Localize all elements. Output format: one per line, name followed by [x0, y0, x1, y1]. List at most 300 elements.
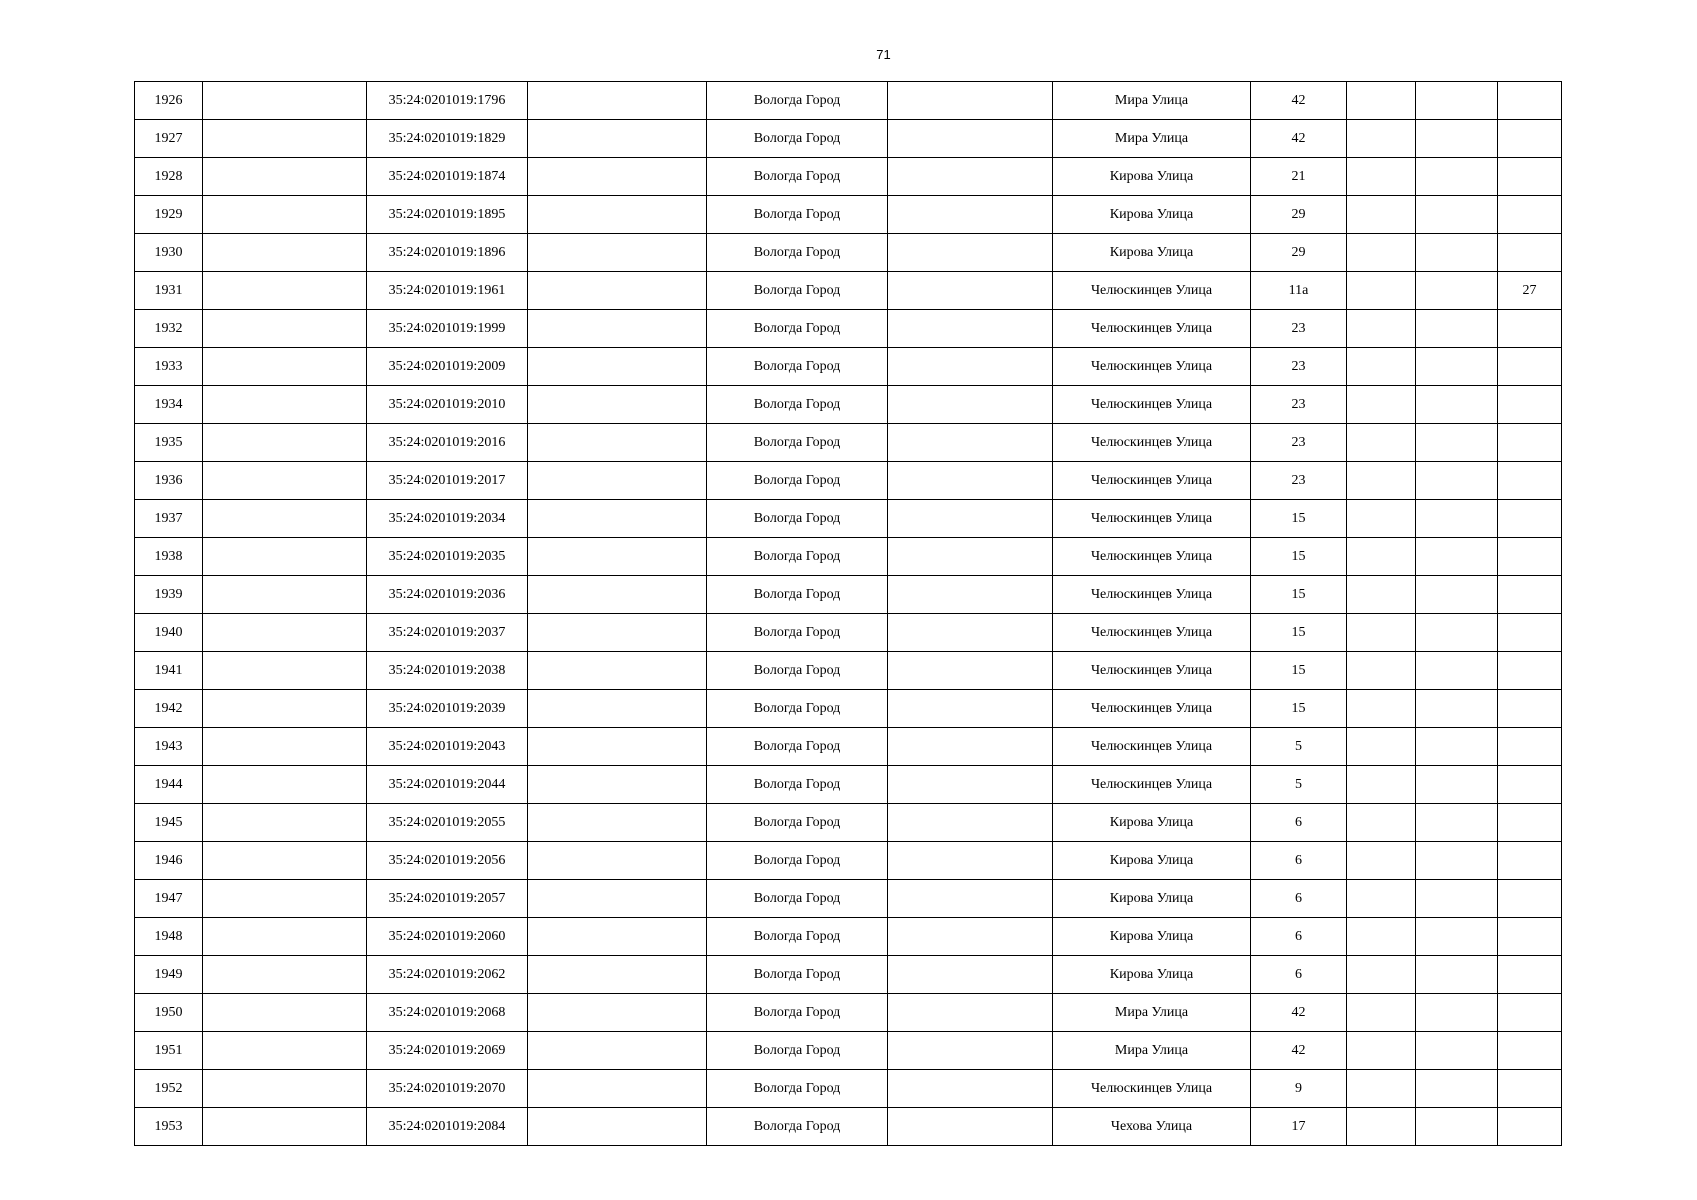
table-row [135, 690, 1562, 728]
cadastral-number-cell: 35:24:0201019:2035 [367, 538, 528, 576]
locality-cell: Вологда Город [707, 576, 888, 614]
extra-number-cell [1498, 500, 1562, 538]
empty-cell [1416, 1070, 1498, 1108]
house-number-cell: 23 [1251, 462, 1347, 500]
table-row [135, 842, 1562, 880]
locality-cell: Вологда Город [707, 728, 888, 766]
house-number-cell: 42 [1251, 1032, 1347, 1070]
row-number-cell: 1948 [135, 918, 203, 956]
empty-cell [888, 690, 1053, 728]
registry-table [134, 81, 1562, 1146]
street-cell: Челюскинцев Улица [1053, 690, 1251, 728]
row-number-cell: 1939 [135, 576, 203, 614]
table-row [135, 196, 1562, 234]
house-number-cell: 6 [1251, 918, 1347, 956]
empty-cell [203, 1032, 367, 1070]
empty-cell [203, 424, 367, 462]
empty-cell [528, 158, 707, 196]
empty-cell [1416, 82, 1498, 120]
empty-cell [203, 690, 367, 728]
empty-cell [888, 842, 1053, 880]
house-number-cell: 15 [1251, 652, 1347, 690]
house-number-cell: 15 [1251, 690, 1347, 728]
empty-cell [1416, 462, 1498, 500]
cadastral-number-cell: 35:24:0201019:2060 [367, 918, 528, 956]
street-cell: Мира Улица [1053, 120, 1251, 158]
empty-cell [888, 804, 1053, 842]
row-number-cell: 1937 [135, 500, 203, 538]
table-row [135, 1108, 1562, 1146]
cadastral-number-cell: 35:24:0201019:2044 [367, 766, 528, 804]
row-number-cell: 1930 [135, 234, 203, 272]
row-number-cell: 1947 [135, 880, 203, 918]
house-number-cell: 23 [1251, 386, 1347, 424]
empty-cell [1347, 424, 1416, 462]
empty-cell [203, 766, 367, 804]
empty-cell [888, 234, 1053, 272]
table-row [135, 82, 1562, 120]
cadastral-number-cell: 35:24:0201019:2037 [367, 614, 528, 652]
page-number: 71 [876, 47, 891, 62]
empty-cell [203, 348, 367, 386]
empty-cell [528, 956, 707, 994]
table-row [135, 462, 1562, 500]
table-row [135, 918, 1562, 956]
cadastral-number-cell: 35:24:0201019:2062 [367, 956, 528, 994]
table-row [135, 614, 1562, 652]
street-cell: Челюскинцев Улица [1053, 348, 1251, 386]
empty-cell [1416, 424, 1498, 462]
empty-cell [888, 614, 1053, 652]
cadastral-number-cell: 35:24:0201019:2056 [367, 842, 528, 880]
empty-cell [888, 576, 1053, 614]
extra-number-cell [1498, 1032, 1562, 1070]
empty-cell [203, 1108, 367, 1146]
empty-cell [528, 652, 707, 690]
locality-cell: Вологда Город [707, 348, 888, 386]
table-row [135, 272, 1562, 310]
cadastral-number-cell: 35:24:0201019:1829 [367, 120, 528, 158]
empty-cell [888, 158, 1053, 196]
empty-cell [1416, 1108, 1498, 1146]
street-cell: Челюскинцев Улица [1053, 576, 1251, 614]
row-number-cell: 1944 [135, 766, 203, 804]
row-number-cell: 1932 [135, 310, 203, 348]
empty-cell [1416, 234, 1498, 272]
empty-cell [1416, 538, 1498, 576]
row-number-cell: 1943 [135, 728, 203, 766]
row-number-cell: 1951 [135, 1032, 203, 1070]
empty-cell [888, 348, 1053, 386]
table-row [135, 1032, 1562, 1070]
locality-cell: Вологда Город [707, 1070, 888, 1108]
row-number-cell: 1942 [135, 690, 203, 728]
street-cell: Челюскинцев Улица [1053, 614, 1251, 652]
empty-cell [1347, 120, 1416, 158]
cadastral-number-cell: 35:24:0201019:2084 [367, 1108, 528, 1146]
locality-cell: Вологда Город [707, 120, 888, 158]
extra-number-cell: 27 [1498, 272, 1562, 310]
table-row [135, 348, 1562, 386]
house-number-cell: 5 [1251, 728, 1347, 766]
empty-cell [888, 196, 1053, 234]
empty-cell [528, 1108, 707, 1146]
extra-number-cell [1498, 880, 1562, 918]
empty-cell [1416, 500, 1498, 538]
empty-cell [528, 424, 707, 462]
table-row [135, 234, 1562, 272]
locality-cell: Вологда Город [707, 956, 888, 994]
row-number-cell: 1935 [135, 424, 203, 462]
empty-cell [203, 462, 367, 500]
locality-cell: Вологда Город [707, 614, 888, 652]
empty-cell [203, 994, 367, 1032]
extra-number-cell [1498, 196, 1562, 234]
extra-number-cell [1498, 120, 1562, 158]
table-row [135, 880, 1562, 918]
street-cell: Кирова Улица [1053, 804, 1251, 842]
table-row [135, 766, 1562, 804]
empty-cell [203, 842, 367, 880]
empty-cell [1416, 690, 1498, 728]
cadastral-number-cell: 35:24:0201019:2009 [367, 348, 528, 386]
empty-cell [528, 804, 707, 842]
row-number-cell: 1950 [135, 994, 203, 1032]
cadastral-number-cell: 35:24:0201019:2057 [367, 880, 528, 918]
empty-cell [528, 918, 707, 956]
extra-number-cell [1498, 158, 1562, 196]
locality-cell: Вологда Город [707, 424, 888, 462]
locality-cell: Вологда Город [707, 766, 888, 804]
extra-number-cell [1498, 1070, 1562, 1108]
locality-cell: Вологда Город [707, 82, 888, 120]
empty-cell [1416, 158, 1498, 196]
house-number-cell: 5 [1251, 766, 1347, 804]
empty-cell [203, 500, 367, 538]
locality-cell: Вологда Город [707, 386, 888, 424]
empty-cell [528, 500, 707, 538]
empty-cell [528, 348, 707, 386]
street-cell: Кирова Улица [1053, 234, 1251, 272]
table-row [135, 310, 1562, 348]
empty-cell [1347, 766, 1416, 804]
street-cell: Кирова Улица [1053, 158, 1251, 196]
cadastral-number-cell: 35:24:0201019:1961 [367, 272, 528, 310]
row-number-cell: 1945 [135, 804, 203, 842]
table-row [135, 120, 1562, 158]
locality-cell: Вологда Город [707, 272, 888, 310]
empty-cell [1416, 994, 1498, 1032]
empty-cell [888, 1108, 1053, 1146]
empty-cell [528, 310, 707, 348]
street-cell: Челюскинцев Улица [1053, 386, 1251, 424]
empty-cell [1347, 348, 1416, 386]
extra-number-cell [1498, 918, 1562, 956]
table-row [135, 1070, 1562, 1108]
street-cell: Челюскинцев Улица [1053, 500, 1251, 538]
empty-cell [888, 880, 1053, 918]
locality-cell: Вологда Город [707, 158, 888, 196]
empty-cell [203, 234, 367, 272]
locality-cell: Вологда Город [707, 462, 888, 500]
empty-cell [1347, 880, 1416, 918]
row-number-cell: 1931 [135, 272, 203, 310]
empty-cell [528, 690, 707, 728]
empty-cell [888, 386, 1053, 424]
street-cell: Челюскинцев Улица [1053, 424, 1251, 462]
empty-cell [888, 956, 1053, 994]
empty-cell [1347, 918, 1416, 956]
empty-cell [203, 196, 367, 234]
house-number-cell: 23 [1251, 310, 1347, 348]
extra-number-cell [1498, 576, 1562, 614]
house-number-cell: 23 [1251, 348, 1347, 386]
empty-cell [1347, 386, 1416, 424]
cadastral-number-cell: 35:24:0201019:1896 [367, 234, 528, 272]
empty-cell [528, 234, 707, 272]
empty-cell [888, 918, 1053, 956]
empty-cell [1347, 82, 1416, 120]
extra-number-cell [1498, 538, 1562, 576]
locality-cell: Вологда Город [707, 918, 888, 956]
empty-cell [888, 728, 1053, 766]
extra-number-cell [1498, 956, 1562, 994]
house-number-cell: 29 [1251, 234, 1347, 272]
empty-cell [1347, 842, 1416, 880]
empty-cell [888, 272, 1053, 310]
house-number-cell: 15 [1251, 538, 1347, 576]
empty-cell [888, 462, 1053, 500]
table-row [135, 994, 1562, 1032]
empty-cell [1416, 842, 1498, 880]
cadastral-number-cell: 35:24:0201019:1999 [367, 310, 528, 348]
extra-number-cell [1498, 310, 1562, 348]
extra-number-cell [1498, 614, 1562, 652]
empty-cell [528, 386, 707, 424]
empty-cell [203, 158, 367, 196]
extra-number-cell [1498, 386, 1562, 424]
empty-cell [1416, 956, 1498, 994]
table-row [135, 538, 1562, 576]
locality-cell: Вологда Город [707, 690, 888, 728]
cadastral-number-cell: 35:24:0201019:2034 [367, 500, 528, 538]
street-cell: Челюскинцев Улица [1053, 538, 1251, 576]
empty-cell [1416, 272, 1498, 310]
empty-cell [203, 310, 367, 348]
empty-cell [888, 310, 1053, 348]
empty-cell [528, 576, 707, 614]
cadastral-number-cell: 35:24:0201019:1895 [367, 196, 528, 234]
street-cell: Мира Улица [1053, 82, 1251, 120]
house-number-cell: 42 [1251, 82, 1347, 120]
extra-number-cell [1498, 994, 1562, 1032]
empty-cell [1347, 196, 1416, 234]
extra-number-cell [1498, 652, 1562, 690]
table-row [135, 576, 1562, 614]
row-number-cell: 1949 [135, 956, 203, 994]
locality-cell: Вологда Город [707, 500, 888, 538]
empty-cell [1347, 500, 1416, 538]
extra-number-cell [1498, 690, 1562, 728]
empty-cell [1416, 728, 1498, 766]
street-cell: Кирова Улица [1053, 918, 1251, 956]
row-number-cell: 1940 [135, 614, 203, 652]
empty-cell [203, 82, 367, 120]
table-row [135, 386, 1562, 424]
street-cell: Челюскинцев Улица [1053, 728, 1251, 766]
empty-cell [1416, 652, 1498, 690]
cadastral-number-cell: 35:24:0201019:1874 [367, 158, 528, 196]
empty-cell [528, 880, 707, 918]
house-number-cell: 42 [1251, 120, 1347, 158]
empty-cell [203, 120, 367, 158]
locality-cell: Вологда Город [707, 842, 888, 880]
empty-cell [528, 120, 707, 158]
street-cell: Кирова Улица [1053, 956, 1251, 994]
row-number-cell: 1936 [135, 462, 203, 500]
extra-number-cell [1498, 804, 1562, 842]
house-number-cell: 17 [1251, 1108, 1347, 1146]
empty-cell [1416, 120, 1498, 158]
house-number-cell: 42 [1251, 994, 1347, 1032]
table-row [135, 500, 1562, 538]
locality-cell: Вологда Город [707, 1032, 888, 1070]
empty-cell [888, 424, 1053, 462]
empty-cell [1347, 728, 1416, 766]
cadastral-number-cell: 35:24:0201019:1796 [367, 82, 528, 120]
table-row [135, 728, 1562, 766]
extra-number-cell [1498, 1108, 1562, 1146]
empty-cell [1347, 652, 1416, 690]
empty-cell [528, 842, 707, 880]
empty-cell [888, 82, 1053, 120]
cadastral-number-cell: 35:24:0201019:2039 [367, 690, 528, 728]
locality-cell: Вологда Город [707, 538, 888, 576]
empty-cell [1416, 348, 1498, 386]
empty-cell [528, 1070, 707, 1108]
table-row [135, 956, 1562, 994]
empty-cell [528, 1032, 707, 1070]
extra-number-cell [1498, 462, 1562, 500]
empty-cell [1347, 994, 1416, 1032]
empty-cell [1416, 576, 1498, 614]
street-cell: Мира Улица [1053, 1032, 1251, 1070]
cadastral-number-cell: 35:24:0201019:2043 [367, 728, 528, 766]
table-row [135, 424, 1562, 462]
empty-cell [203, 804, 367, 842]
empty-cell [888, 500, 1053, 538]
cadastral-number-cell: 35:24:0201019:2016 [367, 424, 528, 462]
empty-cell [1347, 462, 1416, 500]
row-number-cell: 1934 [135, 386, 203, 424]
empty-cell [1347, 576, 1416, 614]
house-number-cell: 15 [1251, 614, 1347, 652]
empty-cell [203, 272, 367, 310]
empty-cell [888, 652, 1053, 690]
street-cell: Кирова Улица [1053, 842, 1251, 880]
locality-cell: Вологда Город [707, 234, 888, 272]
street-cell: Кирова Улица [1053, 196, 1251, 234]
empty-cell [203, 614, 367, 652]
empty-cell [203, 652, 367, 690]
empty-cell [888, 1032, 1053, 1070]
empty-cell [528, 728, 707, 766]
empty-cell [528, 462, 707, 500]
cadastral-number-cell: 35:24:0201019:2036 [367, 576, 528, 614]
empty-cell [528, 272, 707, 310]
empty-cell [1347, 1070, 1416, 1108]
extra-number-cell [1498, 424, 1562, 462]
empty-cell [528, 538, 707, 576]
cadastral-number-cell: 35:24:0201019:2068 [367, 994, 528, 1032]
empty-cell [1416, 880, 1498, 918]
empty-cell [888, 120, 1053, 158]
row-number-cell: 1941 [135, 652, 203, 690]
empty-cell [203, 576, 367, 614]
locality-cell: Вологда Город [707, 652, 888, 690]
house-number-cell: 6 [1251, 804, 1347, 842]
street-cell: Чехова Улица [1053, 1108, 1251, 1146]
empty-cell [888, 766, 1053, 804]
empty-cell [1347, 1108, 1416, 1146]
empty-cell [528, 994, 707, 1032]
empty-cell [528, 614, 707, 652]
row-number-cell: 1929 [135, 196, 203, 234]
house-number-cell: 15 [1251, 576, 1347, 614]
table-row [135, 158, 1562, 196]
table-row [135, 652, 1562, 690]
locality-cell: Вологда Город [707, 880, 888, 918]
empty-cell [1416, 804, 1498, 842]
empty-cell [888, 1070, 1053, 1108]
extra-number-cell [1498, 234, 1562, 272]
extra-number-cell [1498, 82, 1562, 120]
empty-cell [1347, 614, 1416, 652]
empty-cell [1347, 804, 1416, 842]
cadastral-number-cell: 35:24:0201019:2038 [367, 652, 528, 690]
house-number-cell: 9 [1251, 1070, 1347, 1108]
cadastral-number-cell: 35:24:0201019:2070 [367, 1070, 528, 1108]
registry-table-body [135, 82, 1562, 1146]
row-number-cell: 1933 [135, 348, 203, 386]
cadastral-number-cell: 35:24:0201019:2017 [367, 462, 528, 500]
cadastral-number-cell: 35:24:0201019:2069 [367, 1032, 528, 1070]
house-number-cell: 11а [1251, 272, 1347, 310]
empty-cell [1416, 614, 1498, 652]
cadastral-number-cell: 35:24:0201019:2010 [367, 386, 528, 424]
cadastral-number-cell: 35:24:0201019:2055 [367, 804, 528, 842]
empty-cell [1347, 158, 1416, 196]
empty-cell [1347, 956, 1416, 994]
street-cell: Челюскинцев Улица [1053, 652, 1251, 690]
empty-cell [1347, 272, 1416, 310]
empty-cell [1416, 766, 1498, 804]
empty-cell [528, 766, 707, 804]
row-number-cell: 1946 [135, 842, 203, 880]
row-number-cell: 1928 [135, 158, 203, 196]
locality-cell: Вологда Город [707, 804, 888, 842]
row-number-cell: 1927 [135, 120, 203, 158]
empty-cell [1416, 386, 1498, 424]
empty-cell [1347, 310, 1416, 348]
locality-cell: Вологда Город [707, 310, 888, 348]
extra-number-cell [1498, 842, 1562, 880]
house-number-cell: 6 [1251, 842, 1347, 880]
street-cell: Челюскинцев Улица [1053, 1070, 1251, 1108]
empty-cell [1347, 690, 1416, 728]
empty-cell [528, 196, 707, 234]
locality-cell: Вологда Город [707, 196, 888, 234]
